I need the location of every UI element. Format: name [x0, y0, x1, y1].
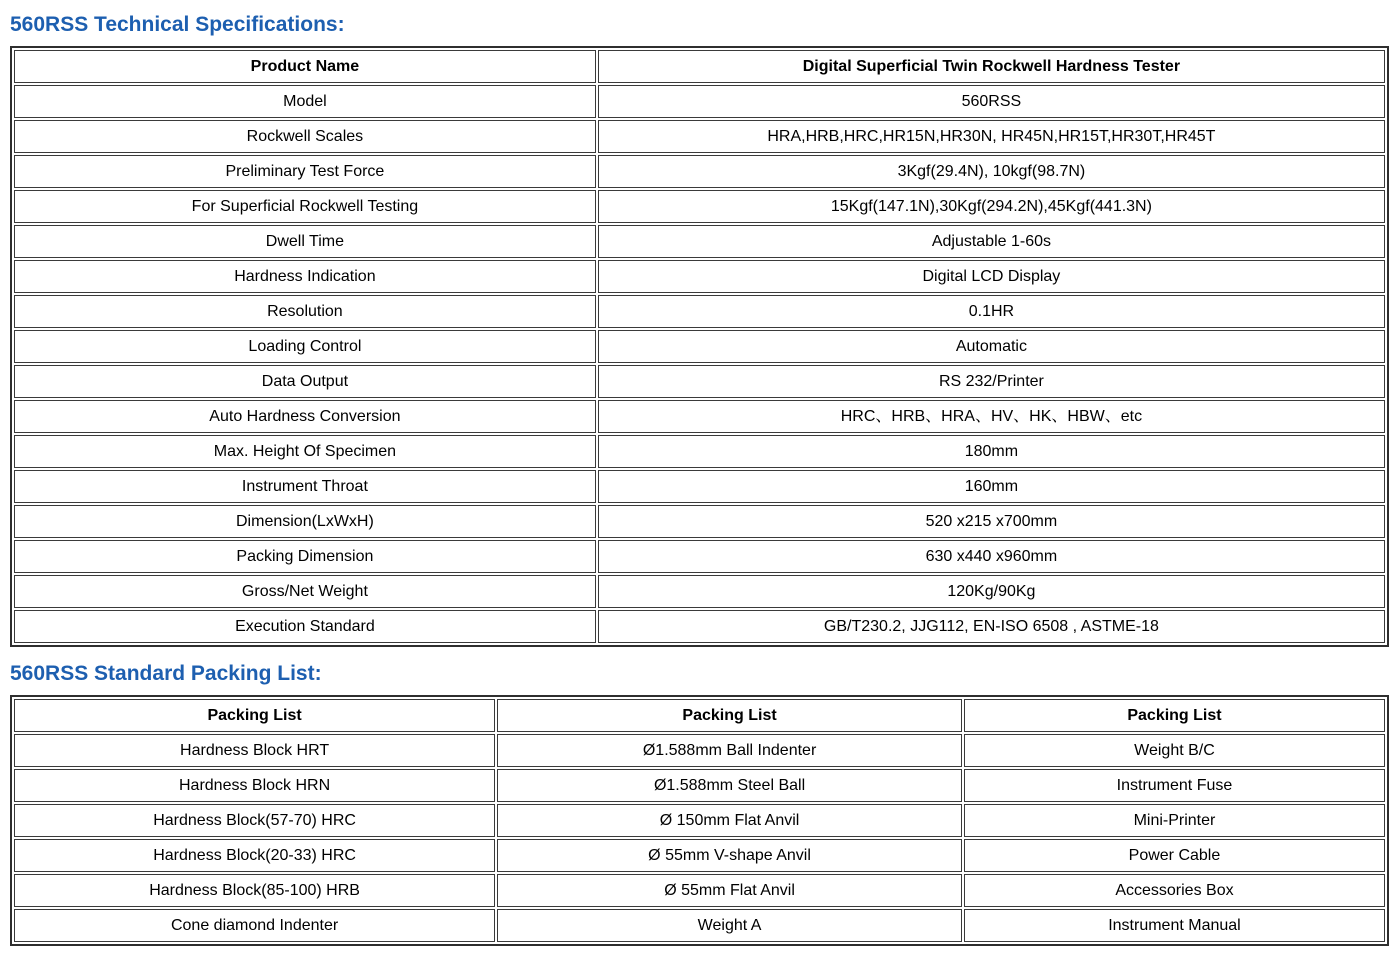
- spec-attribute-cell: Gross/Net Weight: [14, 575, 596, 608]
- spec-value-cell: Digital LCD Display: [598, 260, 1385, 293]
- packing-item-cell: Hardness Block(57-70) HRC: [14, 804, 495, 837]
- spec-value-cell: GB/T230.2, JJG112, EN-ISO 6508 , ASTME-18: [598, 610, 1385, 643]
- spec-attribute-cell: Loading Control: [14, 330, 596, 363]
- spec-value-cell: 15Kgf(147.1N),30Kgf(294.2N),45Kgf(441.3N): [598, 190, 1385, 223]
- packing-item-cell: Ø 55mm V-shape Anvil: [497, 839, 962, 872]
- spec-value-cell: 630 x440 x960mm: [598, 540, 1385, 573]
- spec-table-row: [14, 540, 1385, 573]
- packing-table-row: [14, 839, 1385, 872]
- packing-table: [10, 695, 1389, 946]
- spec-table-row: [14, 85, 1385, 118]
- spec-value-cell: 120Kg/90Kg: [598, 575, 1385, 608]
- packing-item-cell: Hardness Block(20-33) HRC: [14, 839, 495, 872]
- packing-section-title: 560RSS Standard Packing List:: [10, 662, 322, 686]
- spec-table-row: [14, 330, 1385, 363]
- packing-item-cell: Cone diamond Indenter: [14, 909, 495, 942]
- spec-value-cell: 520 x215 x700mm: [598, 505, 1385, 538]
- spec-value-cell: 180mm: [598, 435, 1385, 468]
- packing-item-cell: Accessories Box: [964, 874, 1385, 907]
- spec-table-row: [14, 365, 1385, 398]
- spec-value-cell: Adjustable 1-60s: [598, 225, 1385, 258]
- spec-table-row: [14, 190, 1385, 223]
- spec-table-row: [14, 400, 1385, 433]
- packing-item-cell: Power Cable: [964, 839, 1385, 872]
- spec-value-cell: 0.1HR: [598, 295, 1385, 328]
- packing-item-cell: Hardness Block(85-100) HRB: [14, 874, 495, 907]
- spec-value-cell: RS 232/Printer: [598, 365, 1385, 398]
- packing-item-cell: Ø1.588mm Steel Ball: [497, 769, 962, 802]
- spec-attribute-cell: Hardness Indication: [14, 260, 596, 293]
- spec-attribute-cell: Execution Standard: [14, 610, 596, 643]
- spec-section-title: 560RSS Technical Specifications:: [10, 13, 345, 36]
- packing-header-row: [14, 699, 1385, 732]
- spec-table-row: [14, 505, 1385, 538]
- packing-item-cell: Weight A: [497, 909, 962, 942]
- spec-table-row: [14, 50, 1385, 83]
- packing-item-cell: Instrument Manual: [964, 909, 1385, 942]
- packing-item-cell: Hardness Block HRN: [14, 769, 495, 802]
- spec-attribute-cell: Resolution: [14, 295, 596, 328]
- packing-item-cell: Hardness Block HRT: [14, 734, 495, 767]
- spec-attribute-cell: Data Output: [14, 365, 596, 398]
- packing-item-cell: Ø1.588mm Ball Indenter: [497, 734, 962, 767]
- packing-item-cell: Ø 150mm Flat Anvil: [497, 804, 962, 837]
- spec-table-row: [14, 470, 1385, 503]
- spec-attribute-cell: Instrument Throat: [14, 470, 596, 503]
- spec-attribute-cell: Dimension(LxWxH): [14, 505, 596, 538]
- spec-value-cell: 560RSS: [598, 85, 1385, 118]
- spec-value-cell: 160mm: [598, 470, 1385, 503]
- spec-table-row: [14, 120, 1385, 153]
- spec-value-cell: Automatic: [598, 330, 1385, 363]
- packing-table-row: [14, 769, 1385, 802]
- spec-value-cell: Digital Superficial Twin Rockwell Hardness Tester: [598, 50, 1385, 83]
- packing-item-cell: Mini-Printer: [964, 804, 1385, 837]
- spec-table-row: [14, 155, 1385, 188]
- packing-header-cell: Packing List: [14, 699, 495, 732]
- packing-table-row: [14, 734, 1385, 767]
- spec-attribute-cell: Rockwell Scales: [14, 120, 596, 153]
- spec-table-row: [14, 435, 1385, 468]
- spec-value-cell: HRA,HRB,HRC,HR15N,HR30N, HR45N,HR15T,HR30T,HR45T: [598, 120, 1385, 153]
- packing-item-cell: Instrument Fuse: [964, 769, 1385, 802]
- spec-attribute-cell: For Superficial Rockwell Testing: [14, 190, 596, 223]
- packing-header-cell: Packing List: [497, 699, 962, 732]
- spec-attribute-cell: Product Name: [14, 50, 596, 83]
- packing-table-row: [14, 874, 1385, 907]
- spec-attribute-cell: Preliminary Test Force: [14, 155, 596, 188]
- spec-attribute-cell: Packing Dimension: [14, 540, 596, 573]
- spec-attribute-cell: Auto Hardness Conversion: [14, 400, 596, 433]
- packing-table-row: [14, 804, 1385, 837]
- spec-table-row: [14, 260, 1385, 293]
- spec-table-row: [14, 575, 1385, 608]
- spec-attribute-cell: Max. Height Of Specimen: [14, 435, 596, 468]
- spec-table-row: [14, 610, 1385, 643]
- spec-table-row: [14, 295, 1385, 328]
- packing-item-cell: Ø 55mm Flat Anvil: [497, 874, 962, 907]
- spec-value-cell: HRC、HRB、HRA、HV、HK、HBW、etc: [598, 400, 1385, 433]
- packing-table-row: [14, 909, 1385, 942]
- spec-table: [10, 46, 1389, 647]
- packing-item-cell: Weight B/C: [964, 734, 1385, 767]
- spec-value-cell: 3Kgf(29.4N), 10kgf(98.7N): [598, 155, 1385, 188]
- packing-header-cell: Packing List: [964, 699, 1385, 732]
- spec-table-row: [14, 225, 1385, 258]
- spec-attribute-cell: Dwell Time: [14, 225, 596, 258]
- spec-attribute-cell: Model: [14, 85, 596, 118]
